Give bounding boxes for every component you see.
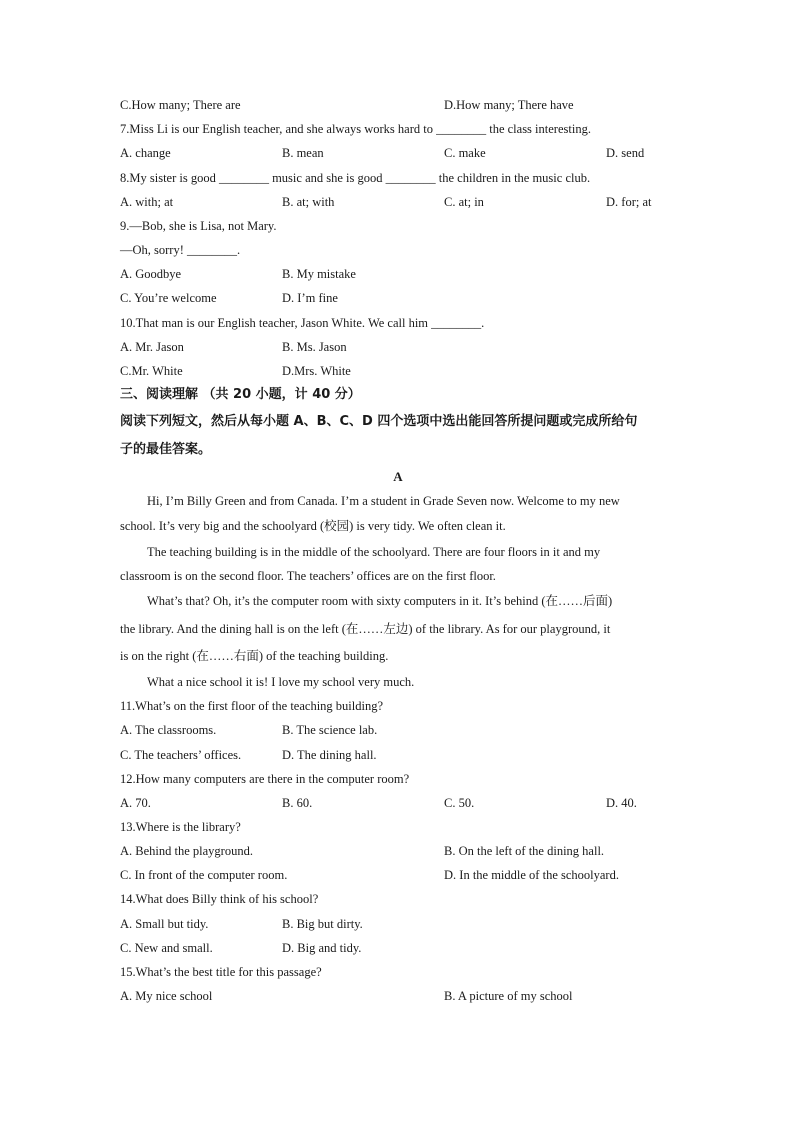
q10-option-b: B. Ms. Jason bbox=[282, 340, 347, 354]
q7-stem: 7.Miss Li is our English teacher, and she always works hard to ________ the class interesting. bbox=[120, 122, 591, 136]
q8-option-b: B. at; with bbox=[282, 195, 335, 209]
passage-p3-line-1: What’s that? Oh, it’s the computer room with sixty computers in it. It’s behind (在……后面) bbox=[147, 594, 613, 608]
q7-option-c: C. make bbox=[444, 146, 486, 160]
q10-option-d: D.Mrs. White bbox=[282, 364, 351, 378]
q13-option-d: D. In the middle of the schoolyard. bbox=[444, 868, 619, 882]
q8-option-d: D. for; at bbox=[606, 195, 652, 209]
q13-option-a: A. Behind the playground. bbox=[120, 844, 253, 858]
q9-option-a: A. Goodbye bbox=[120, 267, 182, 281]
q12-option-b: B. 60. bbox=[282, 796, 313, 810]
q11-option-b: B. The science lab. bbox=[282, 723, 378, 737]
q8-stem: 8.My sister is good ________ music and she is good ________ the children in the music club. bbox=[120, 171, 591, 185]
section-title: 三、阅读理解 （共 20 小题，计 40 分） bbox=[120, 387, 361, 402]
q14-option-d: D. Big and tidy. bbox=[282, 941, 362, 955]
q7-option-a: A. change bbox=[120, 146, 171, 160]
q8-option-c: C. at; in bbox=[444, 195, 484, 209]
q6-option-d: D.How many; There have bbox=[444, 98, 574, 112]
q11-stem: 11.What’s on the first floor of the teaching building? bbox=[120, 699, 384, 713]
q9-option-c: C. You’re welcome bbox=[120, 291, 217, 305]
q11-option-c: C. The teachers’ offices. bbox=[120, 748, 242, 762]
q12-option-c: C. 50. bbox=[444, 796, 475, 810]
q9-stem: 9.—Bob, she is Lisa, not Mary. bbox=[120, 219, 277, 233]
passage-label: A bbox=[393, 469, 403, 484]
passage-p2-line-1: The teaching building is in the middle of the schoolyard. There are four floors in it and my bbox=[147, 545, 601, 559]
q12-option-a: A. 70. bbox=[120, 796, 151, 810]
q7-option-d: D. send bbox=[606, 146, 645, 160]
passage-p1-line-1: Hi, I’m Billy Green and from Canada. I’m a student in Grade Seven now. Welcome to my new bbox=[147, 494, 620, 508]
q9-option-b: B. My mistake bbox=[282, 267, 356, 281]
passage-p3-line-2: the library. And the dining hall is on the left (在……左边) of the library. As for our playground, it bbox=[120, 622, 611, 636]
section-instruction-line-1: 阅读下列短文，然后从每小题 A、B、C、D 四个选项中选出能回答所提问题或完成所给句 bbox=[120, 414, 638, 429]
passage-p3-line-3: is on the right (在……右面) of the teaching building. bbox=[120, 649, 389, 663]
passage-p1-line-2: school. It’s very big and the schoolyard (校园) is very tidy. We often clean it. bbox=[120, 519, 506, 533]
q10-option-a: A. Mr. Jason bbox=[120, 340, 184, 354]
passage-p2-line-2: classroom is on the second floor. The teachers’ offices are on the first floor. bbox=[120, 569, 496, 583]
q13-option-b: B. On the left of the dining hall. bbox=[444, 844, 605, 858]
q14-option-b: B. Big but dirty. bbox=[282, 917, 363, 931]
q9-option-d: D. I’m fine bbox=[282, 291, 338, 305]
q15-option-a: A. My nice school bbox=[120, 989, 213, 1003]
section-instruction-line-2: 子的最佳答案。 bbox=[120, 442, 212, 457]
q15-stem: 15.What’s the best title for this passage? bbox=[120, 965, 322, 979]
q13-option-c: C. In front of the computer room. bbox=[120, 868, 288, 882]
q13-stem: 13.Where is the library? bbox=[120, 820, 241, 834]
q15-option-b: B. A picture of my school bbox=[444, 989, 573, 1003]
q9-reply: —Oh, sorry! ________. bbox=[120, 243, 241, 257]
q8-option-a: A. with; at bbox=[120, 195, 174, 209]
q10-stem: 10.That man is our English teacher, Jason White. We call him ________. bbox=[120, 316, 485, 330]
q11-option-d: D. The dining hall. bbox=[282, 748, 377, 762]
q14-option-c: C. New and small. bbox=[120, 941, 213, 955]
q10-option-c: C.Mr. White bbox=[120, 364, 183, 378]
q12-stem: 12.How many computers are there in the computer room? bbox=[120, 772, 410, 786]
q6-option-c: C.How many; There are bbox=[120, 98, 241, 112]
q11-option-a: A. The classrooms. bbox=[120, 723, 217, 737]
q7-option-b: B. mean bbox=[282, 146, 324, 160]
q14-stem: 14.What does Billy think of his school? bbox=[120, 892, 319, 906]
passage-p4: What a nice school it is! I love my school very much. bbox=[147, 675, 415, 689]
q14-option-a: A. Small but tidy. bbox=[120, 917, 209, 931]
q12-option-d: D. 40. bbox=[606, 796, 637, 810]
